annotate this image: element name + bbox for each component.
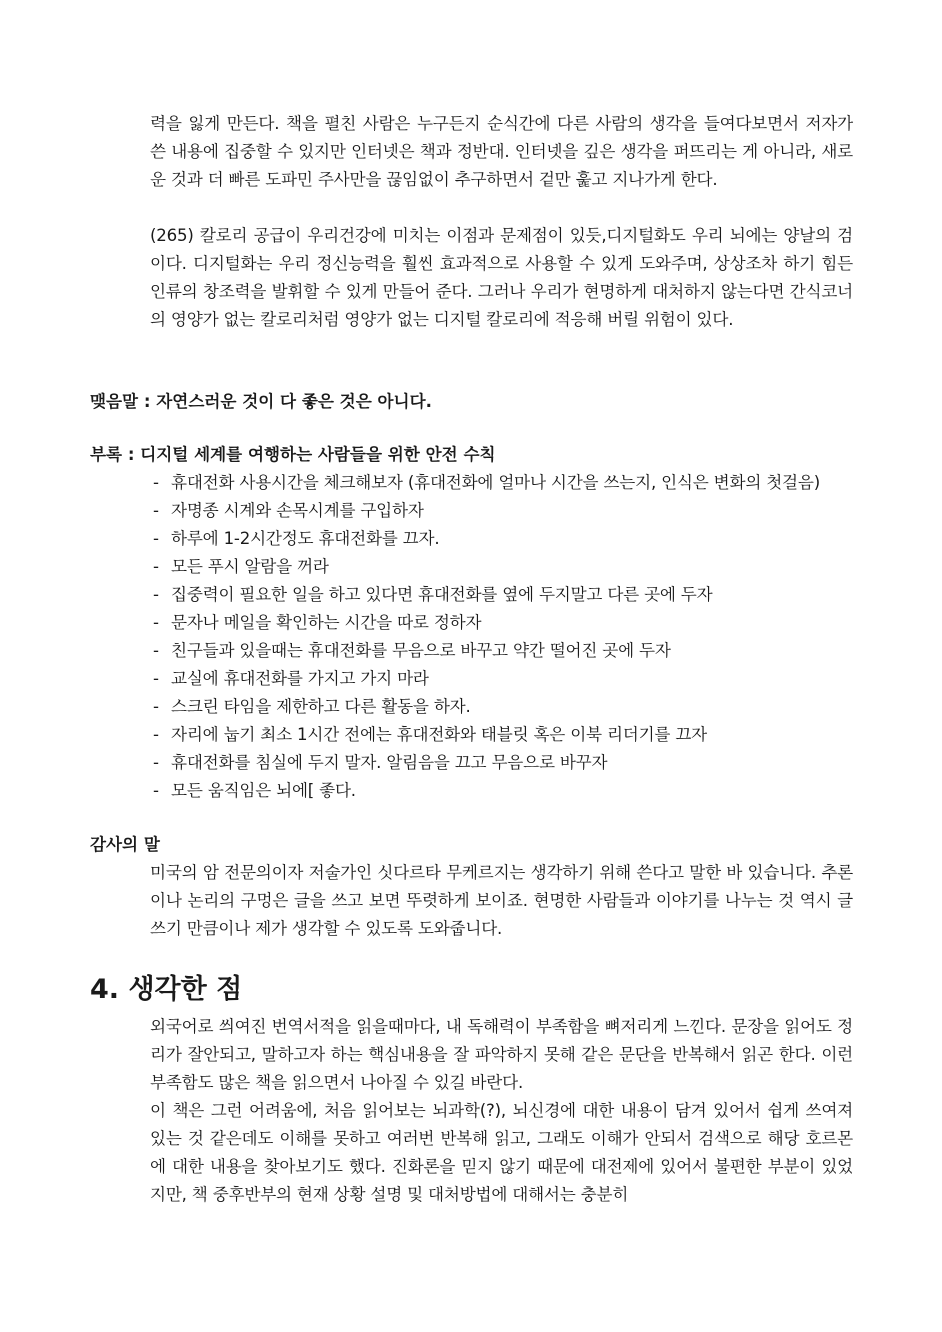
safety-rule-item bbox=[153, 749, 820, 777]
safety-rule-item bbox=[153, 469, 820, 497]
safety-rule-item bbox=[153, 637, 820, 665]
section-4-heading: 4. 생각한 점 bbox=[90, 974, 243, 1005]
safety-rule-text: 스크린 타임을 제한하고 다른 활동을 하자. bbox=[171, 697, 471, 716]
safety-rule-text: 자리에 눕기 최소 1시간 전에는 휴대전화와 태블릿 혹은 이북 리더기를 끄자 bbox=[171, 725, 707, 744]
safety-rule-item bbox=[153, 693, 820, 721]
appendix-heading: 부록 : 디지털 세계를 여행하는 사람들을 위한 안전 수칙 bbox=[90, 445, 496, 464]
safety-rule-text: 문자나 메일을 확인하는 시간을 따로 정하자 bbox=[171, 613, 482, 632]
safety-rule-text: 휴대전화를 침실에 두지 말자. 알림음을 끄고 무음으로 바꾸자 bbox=[171, 753, 608, 772]
list-dash: - bbox=[153, 725, 159, 744]
body-paragraph-2: (265) 칼로리 공급이 우리건강에 미치는 이점과 문제점이 있듯,디지털화도 우리 뇌에는 양날의 검이다. 디지털화는 우리 정신능력을 훨씬 효과적으로 사용할 수 있게 도와주며, 상상조차 하기 힘든 인류의 창조력을 발휘할 수 있게 만들어 준다. 그러나 우리가 현명하게 대처하지 않는다면 간식코너의 영양가 없는 칼로리처럼 영양가 없는 디지털 칼로리에 적응해 버릴 위험이 있다. bbox=[150, 226, 853, 329]
body-paragraph-1: 력을 잃게 만든다. 책을 펼친 사람은 누구든지 순식간에 다른 사람의 생각을 들여다보면서 저자가 쓴 내용에 집중할 수 있지만 인터넷은 책과 정반대. 인터넷을 깊은 생각을 퍼뜨리는 게 아니라, 새로운 것과 더 빠른 도파민 주사만을 끊임없이 추구하면서 겉만 훑고 지나가게 한다. bbox=[150, 114, 853, 189]
closing-heading: 맺음말 : 자연스러운 것이 다 좋은 것은 아니다. bbox=[90, 392, 432, 411]
safety-rule-text: 모든 움직임은 뇌에[ 좋다. bbox=[171, 781, 356, 800]
safety-rule-item bbox=[153, 609, 820, 637]
safety-rule-text: 하루에 1-2시간정도 휴대전화를 끄자. bbox=[171, 529, 440, 548]
safety-rule-item bbox=[153, 553, 820, 581]
safety-rule-item bbox=[153, 777, 820, 805]
safety-rule-text: 집중력이 필요한 일을 하고 있다면 휴대전화를 옆에 두지말고 다른 곳에 두자 bbox=[171, 585, 713, 604]
list-dash: - bbox=[153, 613, 159, 632]
list-dash: - bbox=[153, 501, 159, 520]
safety-rule-item bbox=[153, 525, 820, 553]
safety-rule-text: 자명종 시계와 손목시계를 구입하자 bbox=[171, 501, 424, 520]
safety-rules-list bbox=[153, 469, 820, 805]
section-4-paragraph-1: 외국어로 씌여진 번역서적을 읽을때마다, 내 독해력이 부족함을 뼈저리게 느낀다. 문장을 읽어도 정리가 잘안되고, 말하고자 하는 핵심내용을 잘 파악하지 못해 같은 문단을 반복해서 읽곤 한다. 이런 부족함도 많은 책을 읽으면서 나아질 수 있길 바란다. bbox=[150, 1017, 853, 1092]
safety-rule-item bbox=[153, 721, 820, 749]
safety-rule-text: 휴대전화 사용시간을 체크해보자 (휴대전화에 얼마나 시간을 쓰는지, 인식은 변화의 첫걸음) bbox=[171, 473, 820, 492]
safety-rule-item bbox=[153, 581, 820, 609]
safety-rule-item bbox=[153, 497, 820, 525]
safety-rule-item bbox=[153, 665, 820, 693]
list-dash: - bbox=[153, 697, 159, 716]
list-dash: - bbox=[153, 753, 159, 772]
safety-rule-text: 교실에 휴대전화를 가지고 가지 마라 bbox=[171, 669, 429, 688]
list-dash: - bbox=[153, 473, 159, 492]
section-4-paragraph-2: 이 책은 그런 어려움에, 처음 읽어보는 뇌과학(?), 뇌신경에 대한 내용이 담겨 있어서 쉽게 쓰여져 있는 것 같은데도 이해를 못하고 여러번 반복해 읽고, 그래도 이해가 안되서 검색으로 해당 호르몬에 대한 내용을 찾아보기도 했다. 진화론을 믿지 않기 때문에 대전제에 있어서 불편한 부분이 있었지만, 책 중후반부의 현재 상황 설명 및 대처방법에 대해서는 충분히 bbox=[150, 1101, 853, 1204]
list-dash: - bbox=[153, 781, 159, 800]
safety-rule-text: 모든 푸시 알람을 꺼라 bbox=[171, 557, 329, 576]
thanks-heading: 감사의 말 bbox=[90, 835, 160, 854]
list-dash: - bbox=[153, 585, 159, 604]
thanks-paragraph: 미국의 암 전문의이자 저술가인 싯다르타 무케르지는 생각하기 위해 쓴다고 말한 바 있습니다. 추론이나 논리의 구멍은 글을 쓰고 보면 뚜렷하게 보이죠. 현명한 사람들과 이야기를 나누는 것 역시 글쓰기 만큼이나 제가 생각할 수 있도록 도와줍니다. bbox=[150, 863, 853, 938]
list-dash: - bbox=[153, 669, 159, 688]
list-dash: - bbox=[153, 641, 159, 660]
list-dash: - bbox=[153, 557, 159, 576]
safety-rule-text: 친구들과 있을때는 휴대전화를 무음으로 바꾸고 약간 떨어진 곳에 두자 bbox=[171, 641, 671, 660]
list-dash: - bbox=[153, 529, 159, 548]
